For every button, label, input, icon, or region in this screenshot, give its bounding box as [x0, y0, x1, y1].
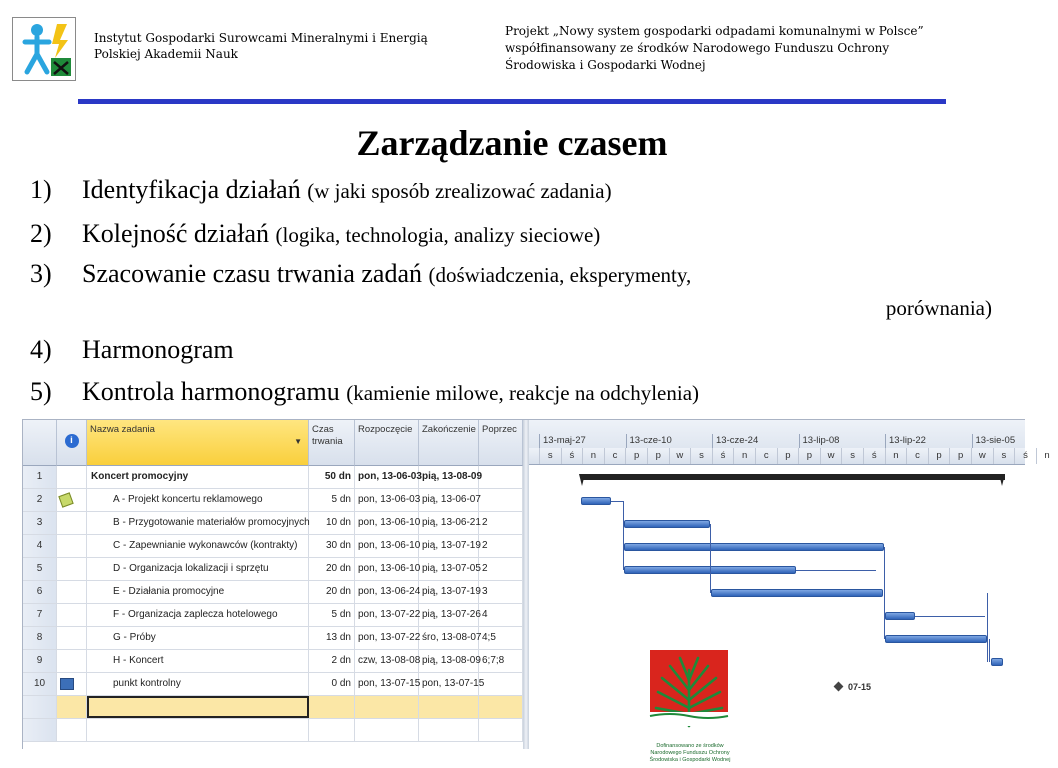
day-label: w — [971, 448, 993, 464]
project-line-3: Środowiska i Gospodarki Wodnej — [505, 58, 706, 72]
duration-cell[interactable]: 50 dn — [309, 466, 355, 488]
task-name-cell[interactable]: D - Organizacja lokalizacji i sprzętu — [87, 558, 309, 580]
milestone-label — [835, 682, 871, 692]
info-cell[interactable] — [57, 719, 87, 741]
row-number-cell[interactable]: 5 — [23, 558, 57, 580]
info-icon: i — [65, 434, 79, 448]
week-label: 13-sie-05 — [972, 434, 1058, 448]
start-cell[interactable]: pon, 13-06-03 — [355, 466, 419, 488]
finish-cell[interactable]: pią, 13-08-09 — [419, 466, 479, 488]
finish-cell[interactable] — [419, 696, 479, 718]
list-item — [30, 218, 600, 251]
list-item — [30, 376, 699, 409]
milestone-date: 07-15 — [848, 682, 872, 692]
table-row[interactable] — [23, 512, 523, 535]
day-label: p — [928, 448, 950, 464]
info-cell[interactable] — [57, 627, 87, 649]
summary-bar[interactable] — [581, 474, 1005, 480]
list-main: Kolejność działań — [82, 219, 269, 248]
start-cell[interactable]: pon, 13-06-10 — [355, 535, 419, 557]
task-name-cell[interactable] — [87, 719, 309, 741]
list-number: 5) — [30, 377, 52, 406]
finish-cell[interactable]: pon, 13-07-15 — [419, 673, 479, 695]
task-bar[interactable] — [624, 543, 884, 551]
dependency-line — [989, 639, 990, 662]
list-item — [30, 334, 234, 366]
day-label: p — [647, 448, 669, 464]
info-column-header[interactable] — [57, 420, 87, 466]
start-cell[interactable]: pon, 13-06-03 — [355, 489, 419, 511]
predecessors-cell[interactable] — [479, 696, 523, 718]
task-name-column-header[interactable] — [87, 420, 309, 466]
institute-logo — [12, 17, 76, 81]
day-label: s — [539, 448, 561, 464]
week-label: 13-maj-27 — [539, 434, 626, 448]
list-number: 3) — [30, 259, 52, 288]
predecessors-cell[interactable]: 4;5 — [479, 627, 523, 649]
nfosigw-emblem — [650, 650, 728, 726]
table-row[interactable] — [23, 627, 523, 650]
institute-line-2: Polskiej Akademii Nauk — [94, 47, 238, 61]
list-main: Kontrola harmonogramu — [82, 377, 340, 406]
institute-logo-icon — [13, 18, 75, 80]
table-row[interactable] — [23, 650, 523, 673]
day-label: n — [733, 448, 755, 464]
info-cell[interactable] — [57, 558, 87, 580]
day-label: ś — [712, 448, 734, 464]
day-label: c — [755, 448, 777, 464]
day-label: n — [1036, 448, 1058, 464]
predecessors-cell[interactable]: 2 — [479, 512, 523, 534]
list-number: 1) — [30, 175, 52, 204]
column-label: Nazwa zadania — [90, 424, 155, 435]
row-number-cell[interactable]: 2 — [23, 489, 57, 511]
milestone-diamond-icon — [834, 682, 844, 692]
task-name-cell[interactable]: H - Koncert — [87, 650, 309, 672]
table-row[interactable] — [23, 581, 523, 604]
duration-cell[interactable]: 10 dn — [309, 512, 355, 534]
finish-cell[interactable]: pią, 13-07-26 — [419, 604, 479, 626]
start-cell[interactable] — [355, 719, 419, 741]
day-label: ś — [863, 448, 885, 464]
page-title: Zarządzanie czasem — [356, 123, 668, 163]
dependency-line — [710, 524, 711, 593]
predecessors-cell[interactable] — [479, 489, 523, 511]
week-label: 13-cze-10 — [626, 434, 713, 448]
day-label: p — [949, 448, 971, 464]
project-line-2: współfinansowany ze środków Narodowego Funduszu Ochrony — [505, 41, 890, 55]
note-icon — [58, 492, 73, 507]
info-cell[interactable] — [57, 535, 87, 557]
list-note-continuation: porównania) — [885, 296, 992, 320]
finish-cell[interactable]: pią, 13-07-05 — [419, 558, 479, 580]
day-label: p — [777, 448, 799, 464]
list-note: (w jaki sposób zrealizować zadania) — [307, 179, 612, 203]
column-label: Poprzec — [482, 424, 517, 435]
info-cell[interactable] — [57, 581, 87, 603]
emblem-caption — [640, 743, 740, 764]
list-note: (doświadczenia, eksperymenty, — [428, 263, 692, 287]
emblem-caption-line: Narodowego Funduszu Ochrony — [650, 750, 730, 756]
finish-cell[interactable] — [419, 719, 479, 741]
gantt-chart — [529, 420, 1050, 749]
duration-cell[interactable] — [309, 696, 355, 718]
table-row[interactable] — [23, 604, 523, 627]
week-label: 13-lip-08 — [799, 434, 886, 448]
task-bar[interactable] — [624, 520, 710, 528]
day-label: w — [820, 448, 842, 464]
day-label: p — [625, 448, 647, 464]
row-number-cell[interactable]: 1 — [23, 466, 57, 488]
project-line-1: Projekt „Nowy system gospodarki odpadami komunalnymi w Polsce” — [505, 24, 924, 38]
task-name-cell[interactable]: B - Przygotowanie materiałów promocyjnych — [87, 512, 309, 534]
dependency-line — [987, 593, 988, 662]
start-cell[interactable]: pon, 13-07-22 — [355, 627, 419, 649]
task-bar[interactable] — [581, 497, 611, 505]
dependency-line — [796, 570, 876, 571]
task-name-cell[interactable]: punkt kontrolny — [87, 673, 309, 695]
day-label: w — [669, 448, 691, 464]
info-cell[interactable] — [57, 512, 87, 534]
day-label: ś — [561, 448, 583, 464]
calendar-icon — [60, 678, 74, 690]
summary-bar-end-cap[interactable] — [999, 474, 1005, 486]
task-bar[interactable] — [991, 658, 1003, 666]
start-cell[interactable]: pon, 13-06-24 — [355, 581, 419, 603]
info-cell[interactable] — [57, 673, 87, 695]
finish-cell[interactable]: pią, 13-06-07 — [419, 489, 479, 511]
task-name-cell[interactable]: Koncert promocyjny — [87, 466, 309, 488]
week-label: 13-cze-24 — [712, 434, 799, 448]
row-number-cell[interactable]: 7 — [23, 604, 57, 626]
predecessors-cell[interactable]: 6;7;8 — [479, 650, 523, 672]
dependency-line — [915, 616, 985, 617]
chevron-down-icon[interactable]: ▼ — [294, 437, 302, 446]
list-item — [30, 258, 691, 291]
list-main: Identyfikacja działań — [82, 175, 301, 204]
row-number-cell[interactable]: 3 — [23, 512, 57, 534]
week-label: 13-lip-22 — [885, 434, 972, 448]
duration-cell[interactable]: 30 dn — [309, 535, 355, 557]
task-bar[interactable] — [885, 612, 915, 620]
start-cell[interactable]: pon, 13-06-10 — [355, 558, 419, 580]
start-cell[interactable]: pon, 13-07-22 — [355, 604, 419, 626]
dependency-line — [611, 501, 623, 502]
header-divider — [78, 99, 946, 104]
duration-cell[interactable]: 0 dn — [309, 673, 355, 695]
day-label: n — [582, 448, 604, 464]
table-row[interactable] — [23, 535, 523, 558]
table-row[interactable] — [23, 696, 523, 719]
task-name-cell[interactable]: A - Projekt koncertu reklamowego — [87, 489, 309, 511]
table-row[interactable] — [23, 558, 523, 581]
duration-cell[interactable]: 13 dn — [309, 627, 355, 649]
row-number-cell[interactable]: 6 — [23, 581, 57, 603]
finish-cell[interactable]: pią, 13-06-21 — [419, 512, 479, 534]
row-header-corner — [23, 420, 57, 466]
row-number-cell[interactable]: 10 — [23, 673, 57, 695]
task-name-cell[interactable]: C - Zapewnianie wykonawców (kontrakty) — [87, 535, 309, 557]
predecessors-cell[interactable] — [479, 673, 523, 695]
list-number: 2) — [30, 219, 52, 248]
summary-bar-start-cap[interactable] — [579, 474, 585, 486]
duration-cell[interactable]: 5 dn — [309, 489, 355, 511]
row-number-cell[interactable]: 4 — [23, 535, 57, 557]
task-name-cell[interactable]: E - Działania promocyjne — [87, 581, 309, 603]
start-cell[interactable]: pon, 13-07-15 — [355, 673, 419, 695]
table-row[interactable] — [23, 673, 523, 696]
info-cell[interactable] — [57, 489, 87, 511]
duration-cell[interactable] — [309, 719, 355, 741]
row-number-cell[interactable]: 8 — [23, 627, 57, 649]
finish-cell[interactable]: pią, 13-08-09 — [419, 650, 479, 672]
day-label: c — [906, 448, 928, 464]
duration-cell[interactable]: 5 dn — [309, 604, 355, 626]
emblem-caption-line: Dofinansowano ze środków — [656, 743, 724, 749]
list-main: Szacowanie czasu trwania zadań — [82, 259, 422, 288]
institute-name — [94, 30, 474, 62]
table-row[interactable] — [23, 719, 523, 742]
day-label: n — [885, 448, 907, 464]
row-number-cell[interactable] — [23, 696, 57, 718]
duration-cell[interactable]: 2 dn — [309, 650, 355, 672]
emblem-caption-line: Środowiska i Gospodarki Wodnej — [649, 757, 731, 763]
day-label: s — [993, 448, 1015, 464]
predecessors-cell[interactable] — [479, 719, 523, 741]
duration-cell[interactable]: 20 dn — [309, 581, 355, 603]
task-grid — [23, 420, 523, 749]
predecessors-column-header[interactable] — [479, 420, 523, 466]
day-label: c — [604, 448, 626, 464]
start-cell[interactable]: czw, 13-08-08 — [355, 650, 419, 672]
list-item — [30, 174, 612, 207]
list-main: Harmonogram — [82, 335, 234, 364]
list-note: (logika, technologia, analizy sieciowe) — [275, 223, 601, 247]
column-label: Czas trwania — [312, 424, 343, 447]
day-label: s — [841, 448, 863, 464]
task-bar[interactable] — [885, 635, 987, 643]
day-label: p — [798, 448, 820, 464]
duration-cell[interactable]: 20 dn — [309, 558, 355, 580]
start-cell[interactable] — [355, 696, 419, 718]
row-number-cell[interactable]: 9 — [23, 650, 57, 672]
task-name-cell[interactable]: F - Organizacja zaplecza hotelowego — [87, 604, 309, 626]
finish-cell[interactable]: śro, 13-08-07 — [419, 627, 479, 649]
day-label: ś — [1014, 448, 1036, 464]
info-cell[interactable] — [57, 696, 87, 718]
task-bar[interactable] — [711, 589, 883, 597]
table-row[interactable] — [23, 466, 523, 489]
project-info — [505, 23, 1005, 74]
predecessors-cell[interactable]: 4 — [479, 604, 523, 626]
project-screenshot — [22, 419, 1050, 749]
info-cell[interactable] — [57, 650, 87, 672]
duration-column-header[interactable] — [309, 420, 355, 466]
tree-emblem-icon — [650, 650, 728, 726]
row-number-cell[interactable] — [23, 719, 57, 741]
dependency-line — [884, 547, 885, 639]
predecessors-cell[interactable]: 3 — [479, 581, 523, 603]
finish-column-header[interactable] — [419, 420, 479, 466]
list-note: (kamienie milowe, reakcje na odchylenia) — [346, 381, 700, 405]
list-number: 4) — [30, 335, 52, 364]
task-name-cell[interactable]: G - Próby — [87, 627, 309, 649]
finish-cell[interactable]: pią, 13-07-19 — [419, 535, 479, 557]
column-label: Rozpoczęcie — [358, 424, 413, 435]
info-cell[interactable] — [57, 466, 87, 488]
dependency-line — [623, 501, 624, 570]
predecessors-cell[interactable]: 2 — [479, 535, 523, 557]
info-cell[interactable] — [57, 604, 87, 626]
finish-cell[interactable]: pią, 13-07-19 — [419, 581, 479, 603]
day-label: s — [690, 448, 712, 464]
table-row[interactable] — [23, 489, 523, 512]
predecessors-cell[interactable]: 2 — [479, 558, 523, 580]
start-column-header[interactable] — [355, 420, 419, 466]
institute-line-1: Instytut Gospodarki Surowcami Mineralnymi i Energią — [94, 31, 428, 45]
column-label: Zakończenie — [422, 424, 476, 435]
predecessors-cell[interactable] — [479, 466, 523, 488]
start-cell[interactable]: pon, 13-06-10 — [355, 512, 419, 534]
task-name-cell[interactable] — [87, 696, 309, 718]
